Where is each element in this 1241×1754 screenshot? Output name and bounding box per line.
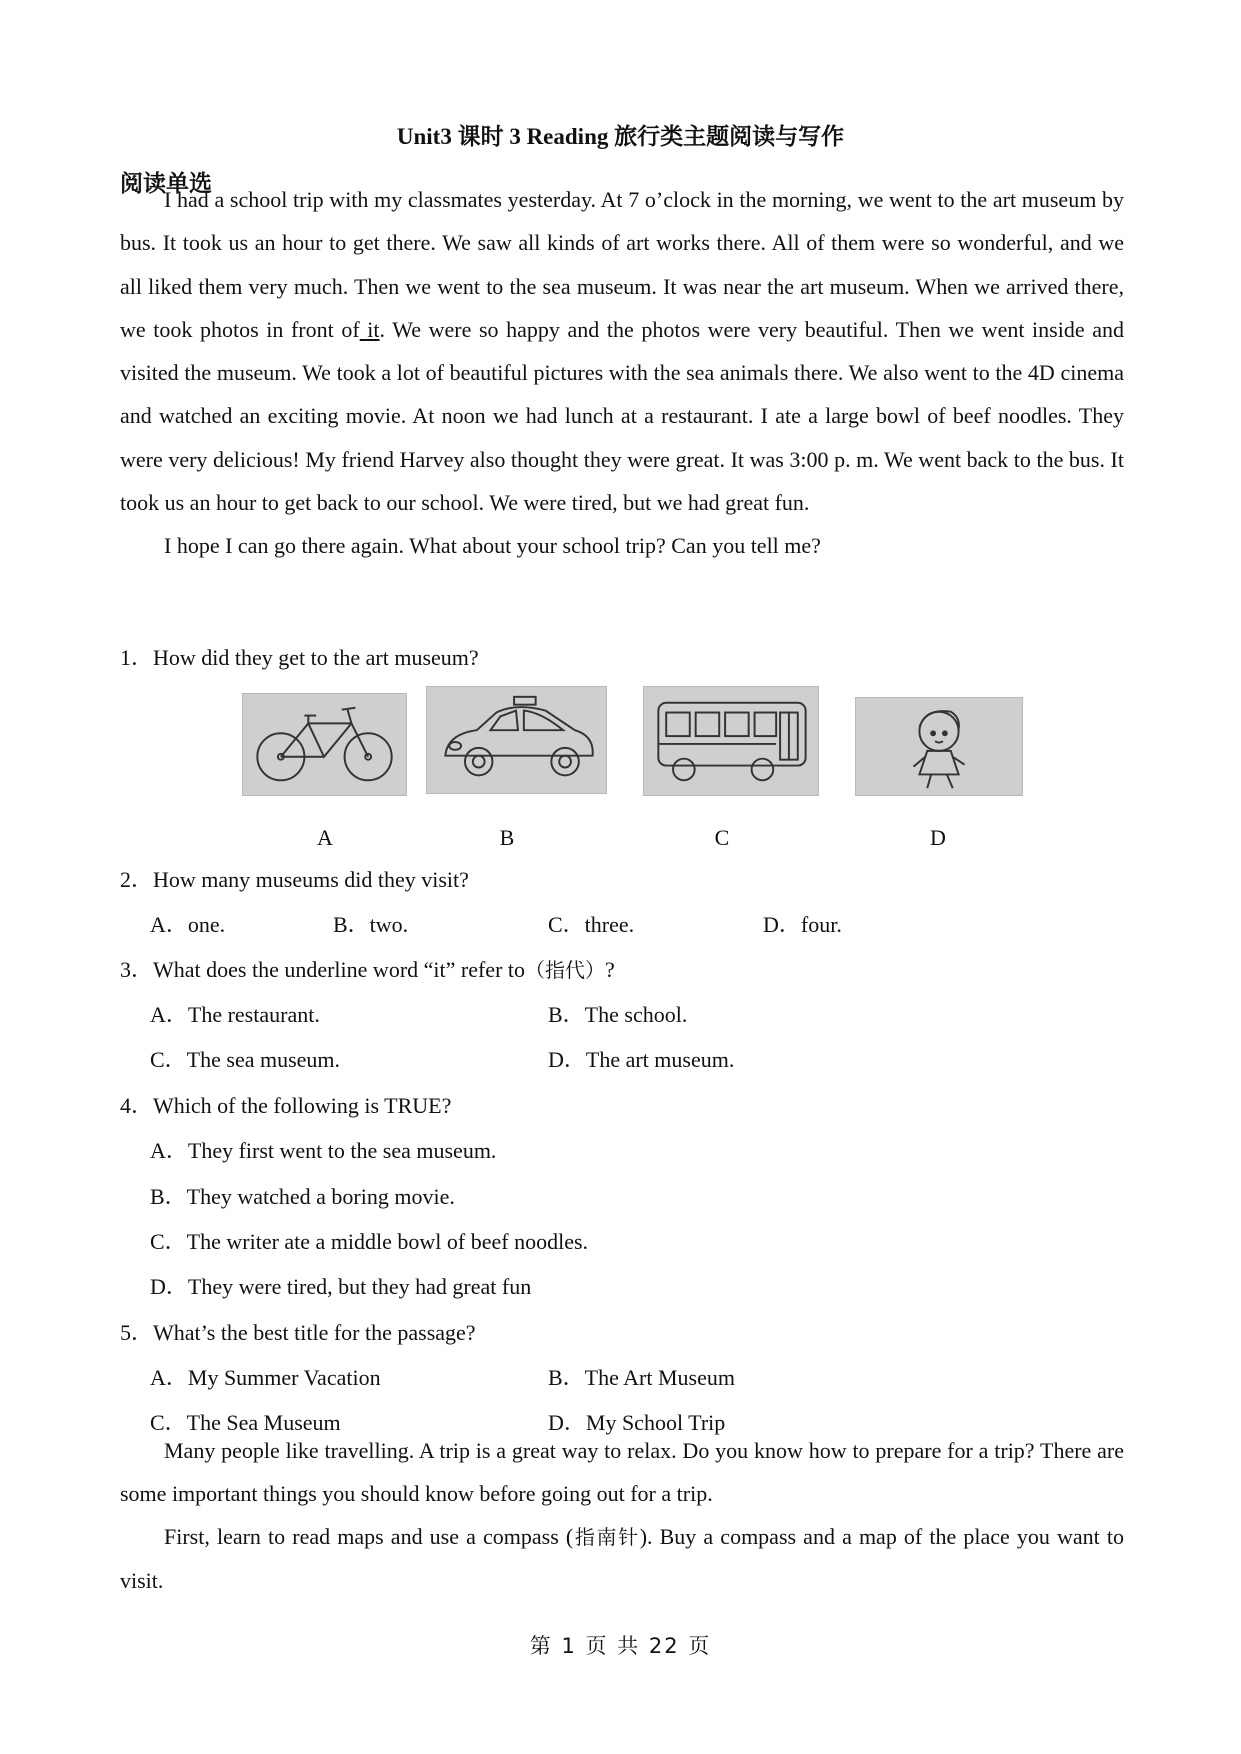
- q4-option-d: D．They were tired, but they had great fun: [150, 1274, 532, 1299]
- q3-option-d: D．The art museum.: [548, 1047, 735, 1072]
- page-footer: 第 1 页 共 22 页: [529, 1634, 712, 1658]
- underlined-word-it: it: [359, 316, 380, 342]
- picture-label-b: B: [499, 825, 515, 850]
- q5-option-a: A．My Summer Vacation: [150, 1365, 381, 1390]
- q3-option-b: B．The school.: [548, 1002, 688, 1027]
- q2-option-b: B．two.: [333, 912, 409, 937]
- question-3: 3．What does the underline word “it” refer to（指代）?: [120, 957, 615, 982]
- q4-option-b: B．They watched a boring movie.: [150, 1184, 455, 1209]
- walking-girl-icon: [855, 697, 1023, 796]
- bicycle-icon: [242, 693, 407, 796]
- q5-option-b: B．The Art Museum: [548, 1365, 735, 1390]
- passage1-paragraph1: I had a school trip with my classmates yesterday. At 7 o’clock in the morning, we went to the art museum by bus. It took us an hour to get there. We saw all kinds of art works there. All of them were so wonderful, and we all liked them very much. Then we went to the sea museum. It was near the art museum. When we arrived there, we took photos in front of it. We were so happy and the photos were very beautiful. Then we went inside and visited the museum. We took a lot of beautiful pictures with the sea animals there. We also went to the 4D cinema and watched an exciting movie. At noon we had lunch at a restaurant. I ate a large bowl of beef noodles. They were very delicious! My friend Harvey also thought they were great. It was 3:00 p. m. We went back to the bus. It took us an hour to get back to our school. We were tired, but we had great fun.: [120, 187, 1124, 516]
- picture-label-c: C: [714, 825, 730, 850]
- question-4: 4．Which of the following is TRUE?: [120, 1093, 452, 1118]
- picture-label-a: A: [317, 825, 333, 850]
- passage1-paragraph2: I hope I can go there again. What about your school trip? Can you tell me?: [164, 533, 821, 558]
- picture-label-d: D: [930, 825, 946, 850]
- q4-option-c: C．The writer ate a middle bowl of beef noodles.: [150, 1229, 589, 1254]
- q5-option-d: D．My School Trip: [548, 1410, 726, 1435]
- q3-option-a: A．The restaurant.: [150, 1002, 320, 1027]
- q5-option-c: C．The Sea Museum: [150, 1410, 341, 1435]
- passage2-paragraph2: First, learn to read maps and use a compass (指南针). Buy a compass and a map of the place you want to visit.: [120, 1524, 1125, 1594]
- q2-option-c: C．three.: [548, 912, 635, 937]
- passage2-paragraph1: Many people like travelling. A trip is a great way to relax. Do you know how to prepare for a trip? There are some important things you should know before going out for a trip.: [120, 1438, 1124, 1507]
- q2-option-a: A．one.: [150, 912, 226, 937]
- question-5: 5．What’s the best title for the passage?: [120, 1320, 476, 1345]
- q4-option-a: A．They first went to the sea museum.: [150, 1138, 497, 1163]
- q2-option-d: D．four.: [763, 912, 842, 937]
- page-title: Unit3 课时 3 Reading 旅行类主题阅读与写作: [396, 124, 845, 149]
- car-icon: [426, 686, 607, 794]
- section-label: 阅读单选: [120, 171, 212, 197]
- question-1: 1．How did they get to the art museum?: [120, 645, 479, 670]
- question-2: 2．How many museums did they visit?: [120, 867, 469, 892]
- q3-option-c: C．The sea museum.: [150, 1047, 341, 1072]
- bus-icon: [643, 686, 819, 796]
